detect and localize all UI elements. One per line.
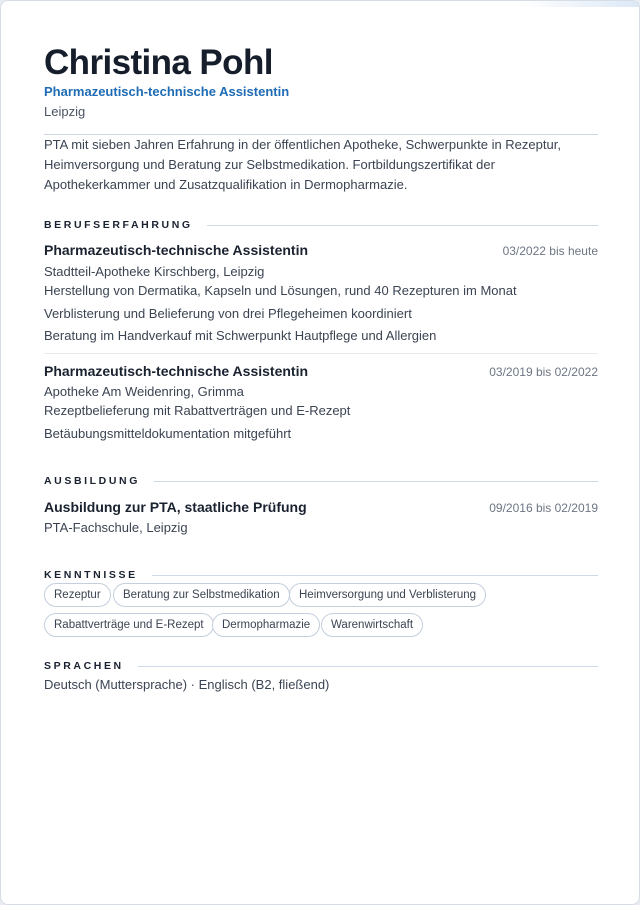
candidate-name: Christina Pohl xyxy=(44,43,273,82)
section-education-title: AUSBILDUNG xyxy=(44,475,140,487)
job-header xyxy=(44,363,598,379)
skill-chip: Dermopharmazie xyxy=(212,613,320,637)
job-title: Pharmazeutisch-technische Assistentin xyxy=(44,363,309,379)
job-date: 03/2022 bis heute xyxy=(502,244,598,258)
section-skills-header xyxy=(44,568,598,582)
job-employer: Stadtteil-Apotheke Kirschberg, Leipzig xyxy=(44,264,265,279)
job-bullet: Betäubungsmitteldokumentation mitgeführt xyxy=(44,426,292,441)
job-separator xyxy=(44,353,598,354)
skill-chip: Beratung zur Selbstmedikation xyxy=(113,583,290,607)
education-school: PTA-Fachschule, Leipzig xyxy=(44,520,188,535)
job-bullet: Rezeptbelieferung mit Rabattverträgen und E-Rezept xyxy=(44,403,351,418)
section-skills-title: KENNTNISSE xyxy=(44,569,138,581)
job-header xyxy=(44,242,598,258)
section-experience-header xyxy=(44,218,598,232)
job-bullet: Beratung im Handverkauf mit Schwerpunkt Hautpflege und Allergien xyxy=(44,328,437,343)
education-degree: Ausbildung zur PTA, staatliche Prüfung xyxy=(44,499,307,515)
job-bullet: Herstellung von Dermatika, Kapseln und Lösungen, rund 40 Rezepturen im Monat xyxy=(44,283,517,298)
education-header xyxy=(44,499,598,515)
job-employer: Apotheke Am Weidenring, Grimma xyxy=(44,384,244,399)
job-date: 03/2019 bis 02/2022 xyxy=(489,365,598,379)
section-education-header xyxy=(44,474,598,488)
section-rule xyxy=(138,666,598,667)
skill-chip: Warenwirtschaft xyxy=(321,613,423,637)
education-date: 09/2016 bis 02/2019 xyxy=(489,501,598,515)
section-rule xyxy=(152,575,598,576)
job-bullet: Verblisterung und Belieferung von drei Pflegeheimen koordiniert xyxy=(44,306,412,321)
section-experience-title: BERUFSERFAHRUNG xyxy=(44,219,193,231)
languages-text: Deutsch (Muttersprache) · Englisch (B2, fließend) xyxy=(44,677,330,692)
skill-chip: Rezeptur xyxy=(44,583,111,607)
profile-summary: PTA mit sieben Jahren Erfahrung in der öffentlichen Apotheke, Schwerpunkte in Rezeptur, Heimversorgung und Beratung zur Selbstmedikation. Fortbildungszertifikat der Apothekerkammer und Zusatzqualifikation in Dermopharmazie. xyxy=(44,137,561,192)
candidate-city: Leipzig xyxy=(44,104,86,119)
corner-glow xyxy=(519,1,639,7)
skill-chip: Rabattverträge und E-Rezept xyxy=(44,613,214,637)
job-title: Pharmazeutisch-technische Assistentin xyxy=(44,242,309,258)
candidate-role: Pharmazeutisch-technische Assistentin xyxy=(44,84,290,99)
section-rule xyxy=(207,225,598,226)
section-languages-header xyxy=(44,659,598,673)
section-languages-title: SPRACHEN xyxy=(44,660,124,672)
section-rule xyxy=(154,481,598,482)
skill-chip: Heimversorgung und Verblisterung xyxy=(289,583,486,607)
